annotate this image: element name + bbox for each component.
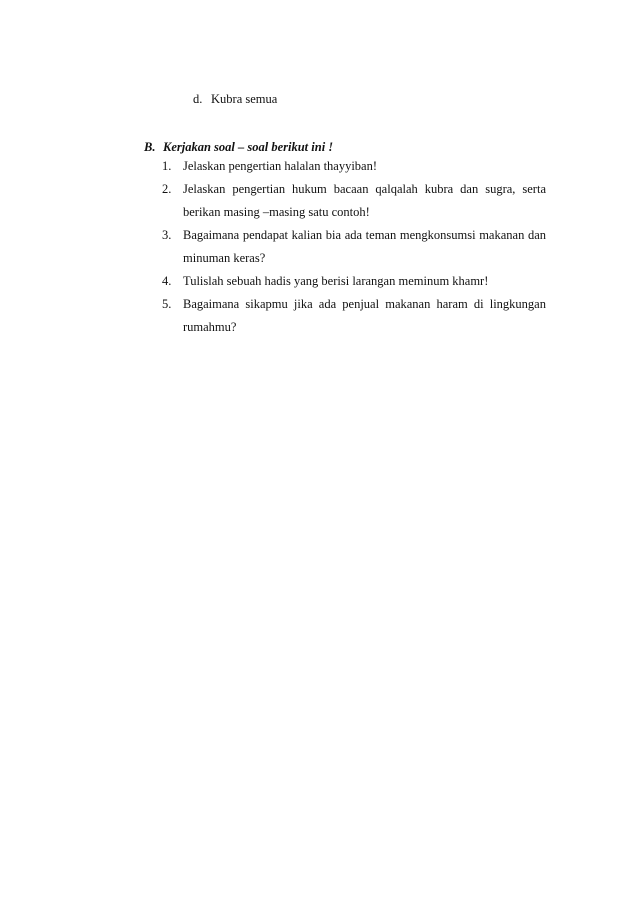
question-number: 3. <box>162 228 172 242</box>
option-text: Kubra semua <box>211 92 278 106</box>
question-text: Bagaimana sikapmu jika ada penjual makanan haram di lingkungan rumahmu? <box>183 297 546 334</box>
section-title: Kerjakan soal – soal berikut ini ! <box>163 140 334 154</box>
answer-option-d <box>193 90 277 108</box>
question-text: Jelaskan pengertian hukum bacaan qalqalah kubra dan sugra, serta berikan masing –masing satu contoh! <box>183 182 546 219</box>
question-item <box>162 270 546 293</box>
essay-question-list <box>162 155 546 339</box>
question-number: 5. <box>162 297 172 311</box>
question-item <box>162 155 546 178</box>
question-item <box>162 178 546 224</box>
section-marker: B. <box>144 140 156 154</box>
question-text: Bagaimana pendapat kalian bia ada teman mengkonsumsi makanan dan minuman keras? <box>183 228 546 265</box>
question-text: Tulislah sebuah hadis yang berisi larangan meminum khamr! <box>183 274 489 288</box>
question-number: 1. <box>162 159 172 173</box>
question-number: 2. <box>162 182 172 196</box>
question-item <box>162 293 546 339</box>
question-text: Jelaskan pengertian halalan thayyiban! <box>183 159 378 173</box>
section-b-heading <box>144 138 333 156</box>
question-number: 4. <box>162 274 172 288</box>
option-marker: d. <box>193 92 203 106</box>
question-item <box>162 224 546 270</box>
